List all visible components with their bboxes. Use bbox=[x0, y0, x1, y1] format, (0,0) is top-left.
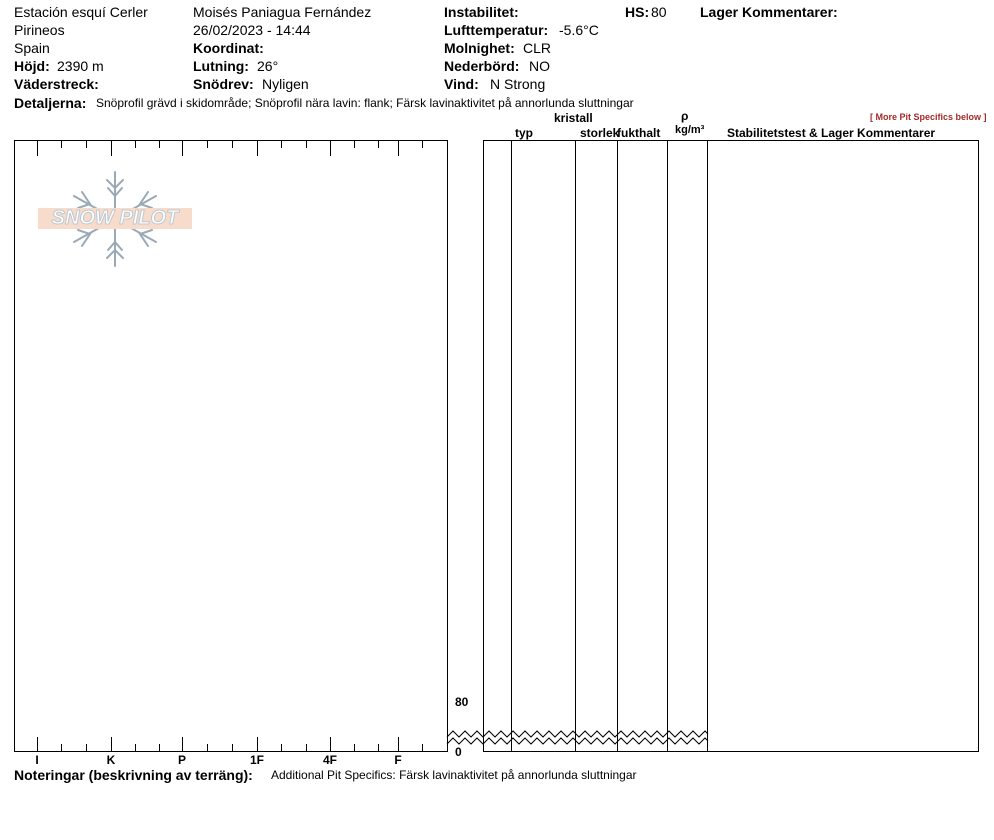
col-header-density-unit: kg/m³ bbox=[675, 124, 705, 136]
air-temp-value: -5.6°C bbox=[559, 22, 599, 38]
layer-comments-label: Lager Kommentarer: bbox=[700, 4, 838, 20]
elevation-label: Höjd: bbox=[14, 58, 50, 74]
coordinate-label: Koordinat: bbox=[193, 40, 264, 56]
wind-label: Vind: bbox=[444, 76, 479, 92]
slope-value: 26° bbox=[257, 58, 279, 74]
depth-label-bottom: 0 bbox=[455, 745, 462, 759]
sky-label: Molnighet: bbox=[444, 40, 515, 56]
instability-label: Instabilitet: bbox=[444, 4, 519, 20]
drift-value: Nyligen bbox=[262, 76, 309, 92]
hardness-bottom-ticks bbox=[38, 737, 423, 751]
col-header-crystal: kristall bbox=[554, 111, 593, 125]
hs-value: 80 bbox=[651, 4, 667, 20]
layer-table-frame bbox=[484, 141, 979, 752]
hardness-label-k: K bbox=[106, 753, 116, 767]
depth-label-top: 80 bbox=[455, 695, 469, 709]
col-header-stability: Stabilitetstest & Lager Kommentarer bbox=[727, 126, 936, 140]
details-value: Snöprofil grävd i skidområde; Snöprofil nära lavin: flank; Färsk lavinaktivitet på annorlunda sluttningar bbox=[96, 96, 634, 110]
hardness-label-1f: 1F bbox=[249, 753, 264, 767]
notes-value: Additional Pit Specifics: Färsk lavinaktivitet på annorlunda sluttningar bbox=[271, 768, 637, 782]
aspect-label: Väderstreck: bbox=[14, 76, 99, 92]
air-temp-label: Lufttemperatur: bbox=[444, 22, 549, 38]
precip-value: NO bbox=[529, 58, 550, 74]
location-name: Estación esquí Cerler bbox=[14, 4, 148, 20]
hardness-label-4f: 4F bbox=[322, 753, 337, 767]
hardness-label-f: F bbox=[394, 753, 402, 767]
depth-break-zigzag bbox=[447, 731, 708, 744]
details-label: Detaljerna: bbox=[14, 95, 87, 111]
observation-datetime: 26/02/2023 - 14:44 bbox=[193, 22, 311, 38]
hardness-top-ticks bbox=[38, 140, 423, 156]
snowpilot-logo: SNOW PILOT bbox=[38, 208, 192, 229]
col-header-rho: ρ bbox=[681, 109, 689, 123]
notes-label: Noteringar (beskrivning av terräng): bbox=[14, 767, 253, 783]
col-header-moisture: fukthalt bbox=[617, 126, 661, 140]
hardness-plot-frame bbox=[15, 141, 448, 752]
hs-label: HS: bbox=[625, 4, 650, 20]
col-header-size: storlek bbox=[580, 126, 620, 140]
wind-value: N Strong bbox=[490, 76, 546, 92]
col-header-type: typ bbox=[515, 126, 533, 140]
hardness-label-i: I bbox=[35, 753, 39, 767]
sky-value: CLR bbox=[523, 40, 552, 56]
observer-name: Moisés Paniagua Fernández bbox=[193, 4, 372, 20]
slope-label: Lutning: bbox=[193, 58, 249, 74]
drift-label: Snödrev: bbox=[193, 76, 254, 92]
elevation-value: 2390 m bbox=[57, 58, 104, 74]
more-pit-specifics-link[interactable]: [ More Pit Specifics below ] bbox=[870, 112, 987, 122]
hardness-label-p: P bbox=[177, 753, 186, 767]
layer-table-dividers bbox=[512, 140, 708, 751]
location-region: Pirineos bbox=[14, 22, 65, 38]
location-country: Spain bbox=[14, 40, 50, 56]
precip-label: Nederbörd: bbox=[444, 58, 520, 74]
